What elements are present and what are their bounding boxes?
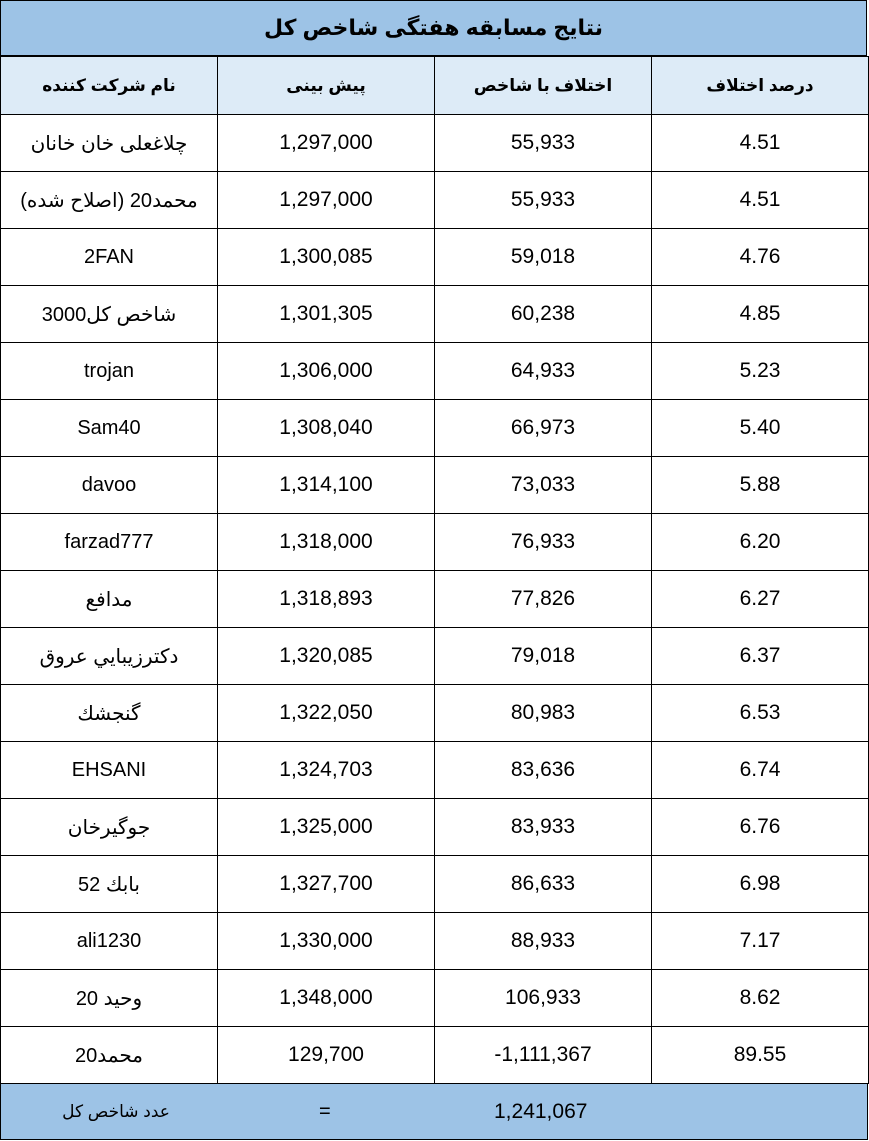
cell-prediction: 1,314,100 [218, 457, 435, 514]
cell-prediction: 1,301,305 [218, 286, 435, 343]
index-value: 1,241,067 [494, 1099, 588, 1123]
table-row [1, 1027, 869, 1084]
cell-percent: 7.17 [652, 913, 869, 970]
cell-prediction: 129,700 [218, 1027, 435, 1084]
cell-name: وحید 20 [1, 970, 218, 1027]
cell-percent: 6.76 [652, 799, 869, 856]
header-name: نام شرکت کننده [1, 57, 218, 115]
cell-percent: 6.53 [652, 685, 869, 742]
cell-percent: 4.85 [652, 286, 869, 343]
cell-percent: 6.37 [652, 628, 869, 685]
cell-diff: 60,238 [435, 286, 652, 343]
sheet-title: نتایج مسابقه هفتگی شاخص کل [0, 0, 867, 56]
cell-name: چلاغعلی خان خانان [1, 115, 218, 172]
cell-prediction: 1,348,000 [218, 970, 435, 1027]
equals-sign: = [319, 1100, 331, 1122]
table-row [1, 115, 869, 172]
cell-diff: 106,933 [435, 970, 652, 1027]
cell-prediction: 1,318,893 [218, 571, 435, 628]
table-row [1, 286, 869, 343]
cell-prediction: 1,297,000 [218, 172, 435, 229]
table-row [1, 628, 869, 685]
results-table [0, 56, 869, 1084]
cell-name: 2FAN [1, 229, 218, 286]
cell-diff: 55,933 [435, 172, 652, 229]
cell-name: محمد20 (اصلاح شده) [1, 172, 218, 229]
table-row [1, 514, 869, 571]
table-row [1, 913, 869, 970]
table-row [1, 856, 869, 913]
header-diff: اختلاف با شاخص [435, 57, 652, 115]
index-footer [0, 1083, 868, 1140]
cell-name: farzad777 [1, 514, 218, 571]
table-row [1, 172, 869, 229]
cell-percent: 4.76 [652, 229, 869, 286]
table-row [1, 457, 869, 514]
cell-prediction: 1,327,700 [218, 856, 435, 913]
cell-name: ali1230 [1, 913, 218, 970]
index-label: عدد شاخص کل [62, 1101, 170, 1121]
header-row [1, 57, 869, 115]
table-row [1, 400, 869, 457]
cell-name: بابك 52 [1, 856, 218, 913]
cell-name: گنجشك [1, 685, 218, 742]
table-row [1, 970, 869, 1027]
cell-name: EHSANI [1, 742, 218, 799]
cell-prediction: 1,308,040 [218, 400, 435, 457]
cell-name: محمد20 [1, 1027, 218, 1084]
cell-name: شاخص کل3000 [1, 286, 218, 343]
table-row [1, 571, 869, 628]
cell-prediction: 1,322,050 [218, 685, 435, 742]
header-prediction: پیش بینی [218, 57, 435, 115]
cell-prediction: 1,330,000 [218, 913, 435, 970]
results-body [1, 115, 869, 1084]
cell-percent: 5.23 [652, 343, 869, 400]
cell-diff: 73,033 [435, 457, 652, 514]
cell-diff: 83,636 [435, 742, 652, 799]
cell-diff: 64,933 [435, 343, 652, 400]
cell-percent: 89.55 [652, 1027, 869, 1084]
cell-percent: 6.27 [652, 571, 869, 628]
cell-diff: 86,633 [435, 856, 652, 913]
cell-name: مدافع [1, 571, 218, 628]
cell-percent: 4.51 [652, 172, 869, 229]
cell-prediction: 1,318,000 [218, 514, 435, 571]
cell-diff: 59,018 [435, 229, 652, 286]
table-row [1, 742, 869, 799]
cell-percent: 8.62 [652, 970, 869, 1027]
cell-name: trojan [1, 343, 218, 400]
cell-diff: 80,983 [435, 685, 652, 742]
cell-diff: 66,973 [435, 400, 652, 457]
cell-prediction: 1,320,085 [218, 628, 435, 685]
table-row [1, 685, 869, 742]
cell-diff: 88,933 [435, 913, 652, 970]
cell-prediction: 1,324,703 [218, 742, 435, 799]
table-row [1, 343, 869, 400]
cell-percent: 6.20 [652, 514, 869, 571]
cell-diff: 77,826 [435, 571, 652, 628]
cell-prediction: 1,325,000 [218, 799, 435, 856]
cell-percent: 6.98 [652, 856, 869, 913]
cell-diff: -1,111,367 [435, 1027, 652, 1084]
cell-prediction: 1,306,000 [218, 343, 435, 400]
cell-percent: 6.74 [652, 742, 869, 799]
header-percent: درصد اختلاف [652, 57, 869, 115]
cell-diff: 83,933 [435, 799, 652, 856]
cell-diff: 79,018 [435, 628, 652, 685]
cell-percent: 4.51 [652, 115, 869, 172]
table-row [1, 799, 869, 856]
cell-diff: 76,933 [435, 514, 652, 571]
cell-name: Sam40 [1, 400, 218, 457]
cell-percent: 5.40 [652, 400, 869, 457]
cell-name: دكترزيبايي عروق [1, 628, 218, 685]
cell-name: davoo [1, 457, 218, 514]
cell-prediction: 1,300,085 [218, 229, 435, 286]
cell-prediction: 1,297,000 [218, 115, 435, 172]
cell-percent: 5.88 [652, 457, 869, 514]
table-row [1, 229, 869, 286]
cell-diff: 55,933 [435, 115, 652, 172]
cell-name: جوگیرخان [1, 799, 218, 856]
